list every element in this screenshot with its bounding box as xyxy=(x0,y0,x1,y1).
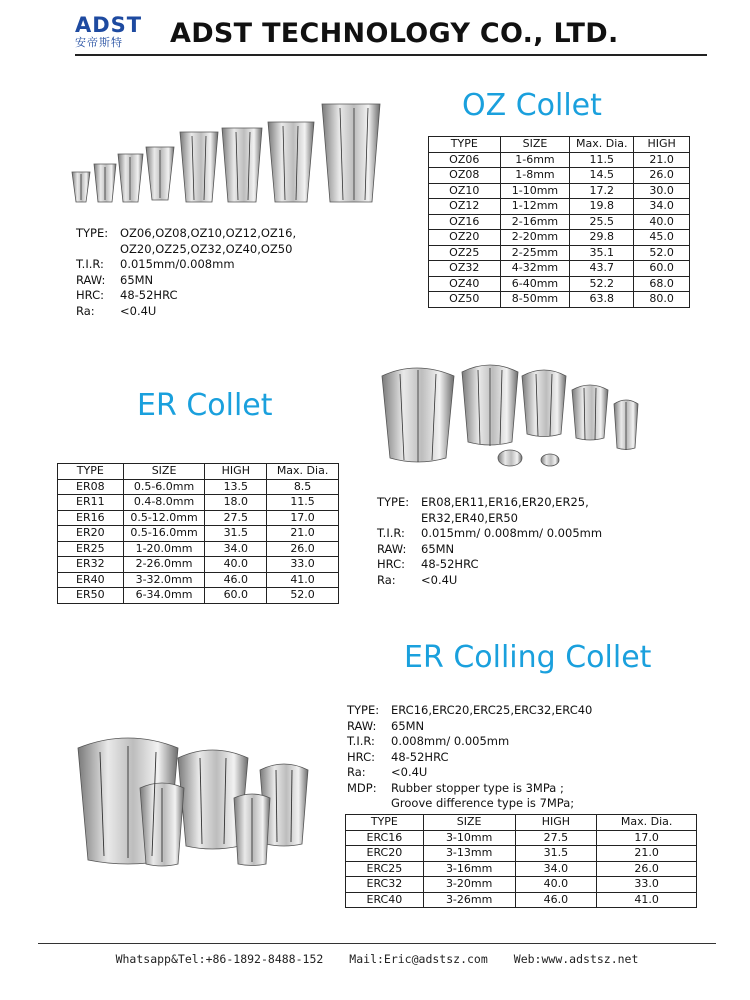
table-header-row xyxy=(346,815,697,831)
table-row: ERC16 3-10mm 27.5 17.0 xyxy=(346,830,697,846)
er-spec-raw: RAW: 65MN xyxy=(377,541,455,556)
table-row: ER20 0.5-16.0mm 31.5 21.0 xyxy=(58,526,339,542)
table-row: OZ25 2-25mm 35.1 52.0 xyxy=(429,245,690,261)
table-row: ERC25 3-16mm 34.0 26.0 xyxy=(346,861,697,877)
col-type-header: TYPE xyxy=(429,137,501,153)
table-row: ER25 1-20.0mm 34.0 26.0 xyxy=(58,541,339,557)
table-header-row xyxy=(429,137,690,153)
er-spec-tir: T.I.R: 0.015mm/ 0.008mm/ 0.005mm xyxy=(377,526,603,540)
erc-specs xyxy=(347,703,592,812)
erc-spec-ra: Ra: <0.4U xyxy=(347,765,428,779)
col-type-header: TYPE xyxy=(58,464,124,480)
table-row: OZ10 1-10mm 17.2 30.0 xyxy=(429,183,690,199)
er-size-table xyxy=(57,463,339,604)
table-row: ER11 0.4-8.0mm 18.0 11.5 xyxy=(58,495,339,511)
col-type-header: TYPE xyxy=(346,815,424,831)
table-row: OZ32 4-32mm 43.7 60.0 xyxy=(429,261,690,277)
table-row: OZ06 1-6mm 11.5 21.0 xyxy=(429,152,690,168)
oz-collets-image xyxy=(68,92,418,210)
erc-collets-image xyxy=(70,728,332,868)
col-high-header: HIGH xyxy=(205,464,267,480)
oz-spec-ra: Ra: <0.4U xyxy=(76,303,157,318)
col-high-header: HIGH xyxy=(515,815,597,831)
table-row: ER40 3-32.0mm 46.0 41.0 xyxy=(58,572,339,588)
er-spec-hrc: HRC: 48-52HRC xyxy=(377,557,479,571)
erc-spec-raw: RAW: 65MN xyxy=(347,718,425,733)
oz-spec-type: TYPE: OZ06,OZ08,OZ10,OZ12,OZ16, OZ20,OZ25,OZ32,OZ40,OZ50 xyxy=(76,226,297,256)
company-logo xyxy=(75,14,147,54)
footer-web: Web:www.adstsz.net xyxy=(513,952,639,966)
er-collet-title: ER Collet xyxy=(137,388,273,423)
er-specs xyxy=(377,495,602,588)
oz-spec-raw: RAW: 65MN xyxy=(76,272,154,287)
col-maxdia-header: Max. Dia. xyxy=(570,137,634,153)
oz-collet-photo xyxy=(68,92,418,210)
erc-spec-mdp: MDP: Rubber stopper type is 3MPa ; Groove difference type is 7MPa; xyxy=(347,780,575,810)
logo-text: ADST xyxy=(75,13,143,37)
erc-spec-hrc: HRC: 48-52HRC xyxy=(347,749,449,764)
col-high-header: HIGH xyxy=(634,137,690,153)
logo-subtext: 安帝斯特 xyxy=(75,36,123,49)
oz-specs xyxy=(76,226,296,319)
col-size-header: SIZE xyxy=(423,815,515,831)
table-row: ER16 0.5-12.0mm 27.5 17.0 xyxy=(58,510,339,526)
er-collets-image xyxy=(378,362,668,482)
table-row: ERC40 3-26mm 46.0 41.0 xyxy=(346,892,697,908)
col-size-header: SIZE xyxy=(500,137,570,153)
table-row: OZ40 6-40mm 52.2 68.0 xyxy=(429,276,690,292)
oz-spec-hrc: HRC: 48-52HRC xyxy=(76,288,178,302)
col-maxdia-header: Max. Dia. xyxy=(597,815,697,831)
table-row: OZ08 1-8mm 14.5 26.0 xyxy=(429,168,690,184)
table-row: OZ20 2-20mm 29.8 45.0 xyxy=(429,230,690,246)
oz-collet-title: OZ Collet xyxy=(462,88,602,123)
footer-mail: Mail:Eric@adstsz.com xyxy=(349,952,488,966)
footer-phone: Whatsapp&Tel:+86-1892-8488-152 xyxy=(115,952,324,966)
table-row: ER50 6-34.0mm 60.0 52.0 xyxy=(58,588,339,604)
erc-spec-type: TYPE: ERC16,ERC20,ERC25,ERC32,ERC40 xyxy=(347,703,593,717)
oz-spec-tir: T.I.R: 0.015mm/0.008mm xyxy=(76,257,235,271)
table-row: ER32 2-26.0mm 40.0 33.0 xyxy=(58,557,339,573)
table-row: OZ50 8-50mm 63.8 80.0 xyxy=(429,292,690,308)
table-header-row xyxy=(58,464,339,480)
erc-collet-photo xyxy=(70,728,332,868)
er-collet-photo xyxy=(378,362,668,482)
erc-size-table xyxy=(345,814,697,908)
erc-spec-tir: T.I.R: 0.008mm/ 0.005mm xyxy=(347,734,510,748)
footer-contact xyxy=(38,952,716,966)
table-row: ERC32 3-20mm 40.0 33.0 xyxy=(346,877,697,893)
header-divider xyxy=(75,54,707,56)
table-row: OZ16 2-16mm 25.5 40.0 xyxy=(429,214,690,230)
table-row: OZ12 1-12mm 19.8 34.0 xyxy=(429,199,690,215)
er-spec-type: TYPE: ER08,ER11,ER16,ER20,ER25, ER32,ER40,ER50 xyxy=(377,495,589,525)
col-size-header: SIZE xyxy=(123,464,205,480)
company-name: ADST TECHNOLOGY CO., LTD. xyxy=(170,18,619,49)
table-row: ERC20 3-13mm 31.5 21.0 xyxy=(346,846,697,862)
footer-divider xyxy=(38,943,716,944)
col-maxdia-header: Max. Dia. xyxy=(267,464,339,480)
er-spec-ra: Ra: <0.4U xyxy=(377,572,458,587)
table-row: ER08 0.5-6.0mm 13.5 8.5 xyxy=(58,479,339,495)
erc-collet-title: ER Colling Collet xyxy=(404,640,652,675)
oz-size-table xyxy=(428,136,690,308)
